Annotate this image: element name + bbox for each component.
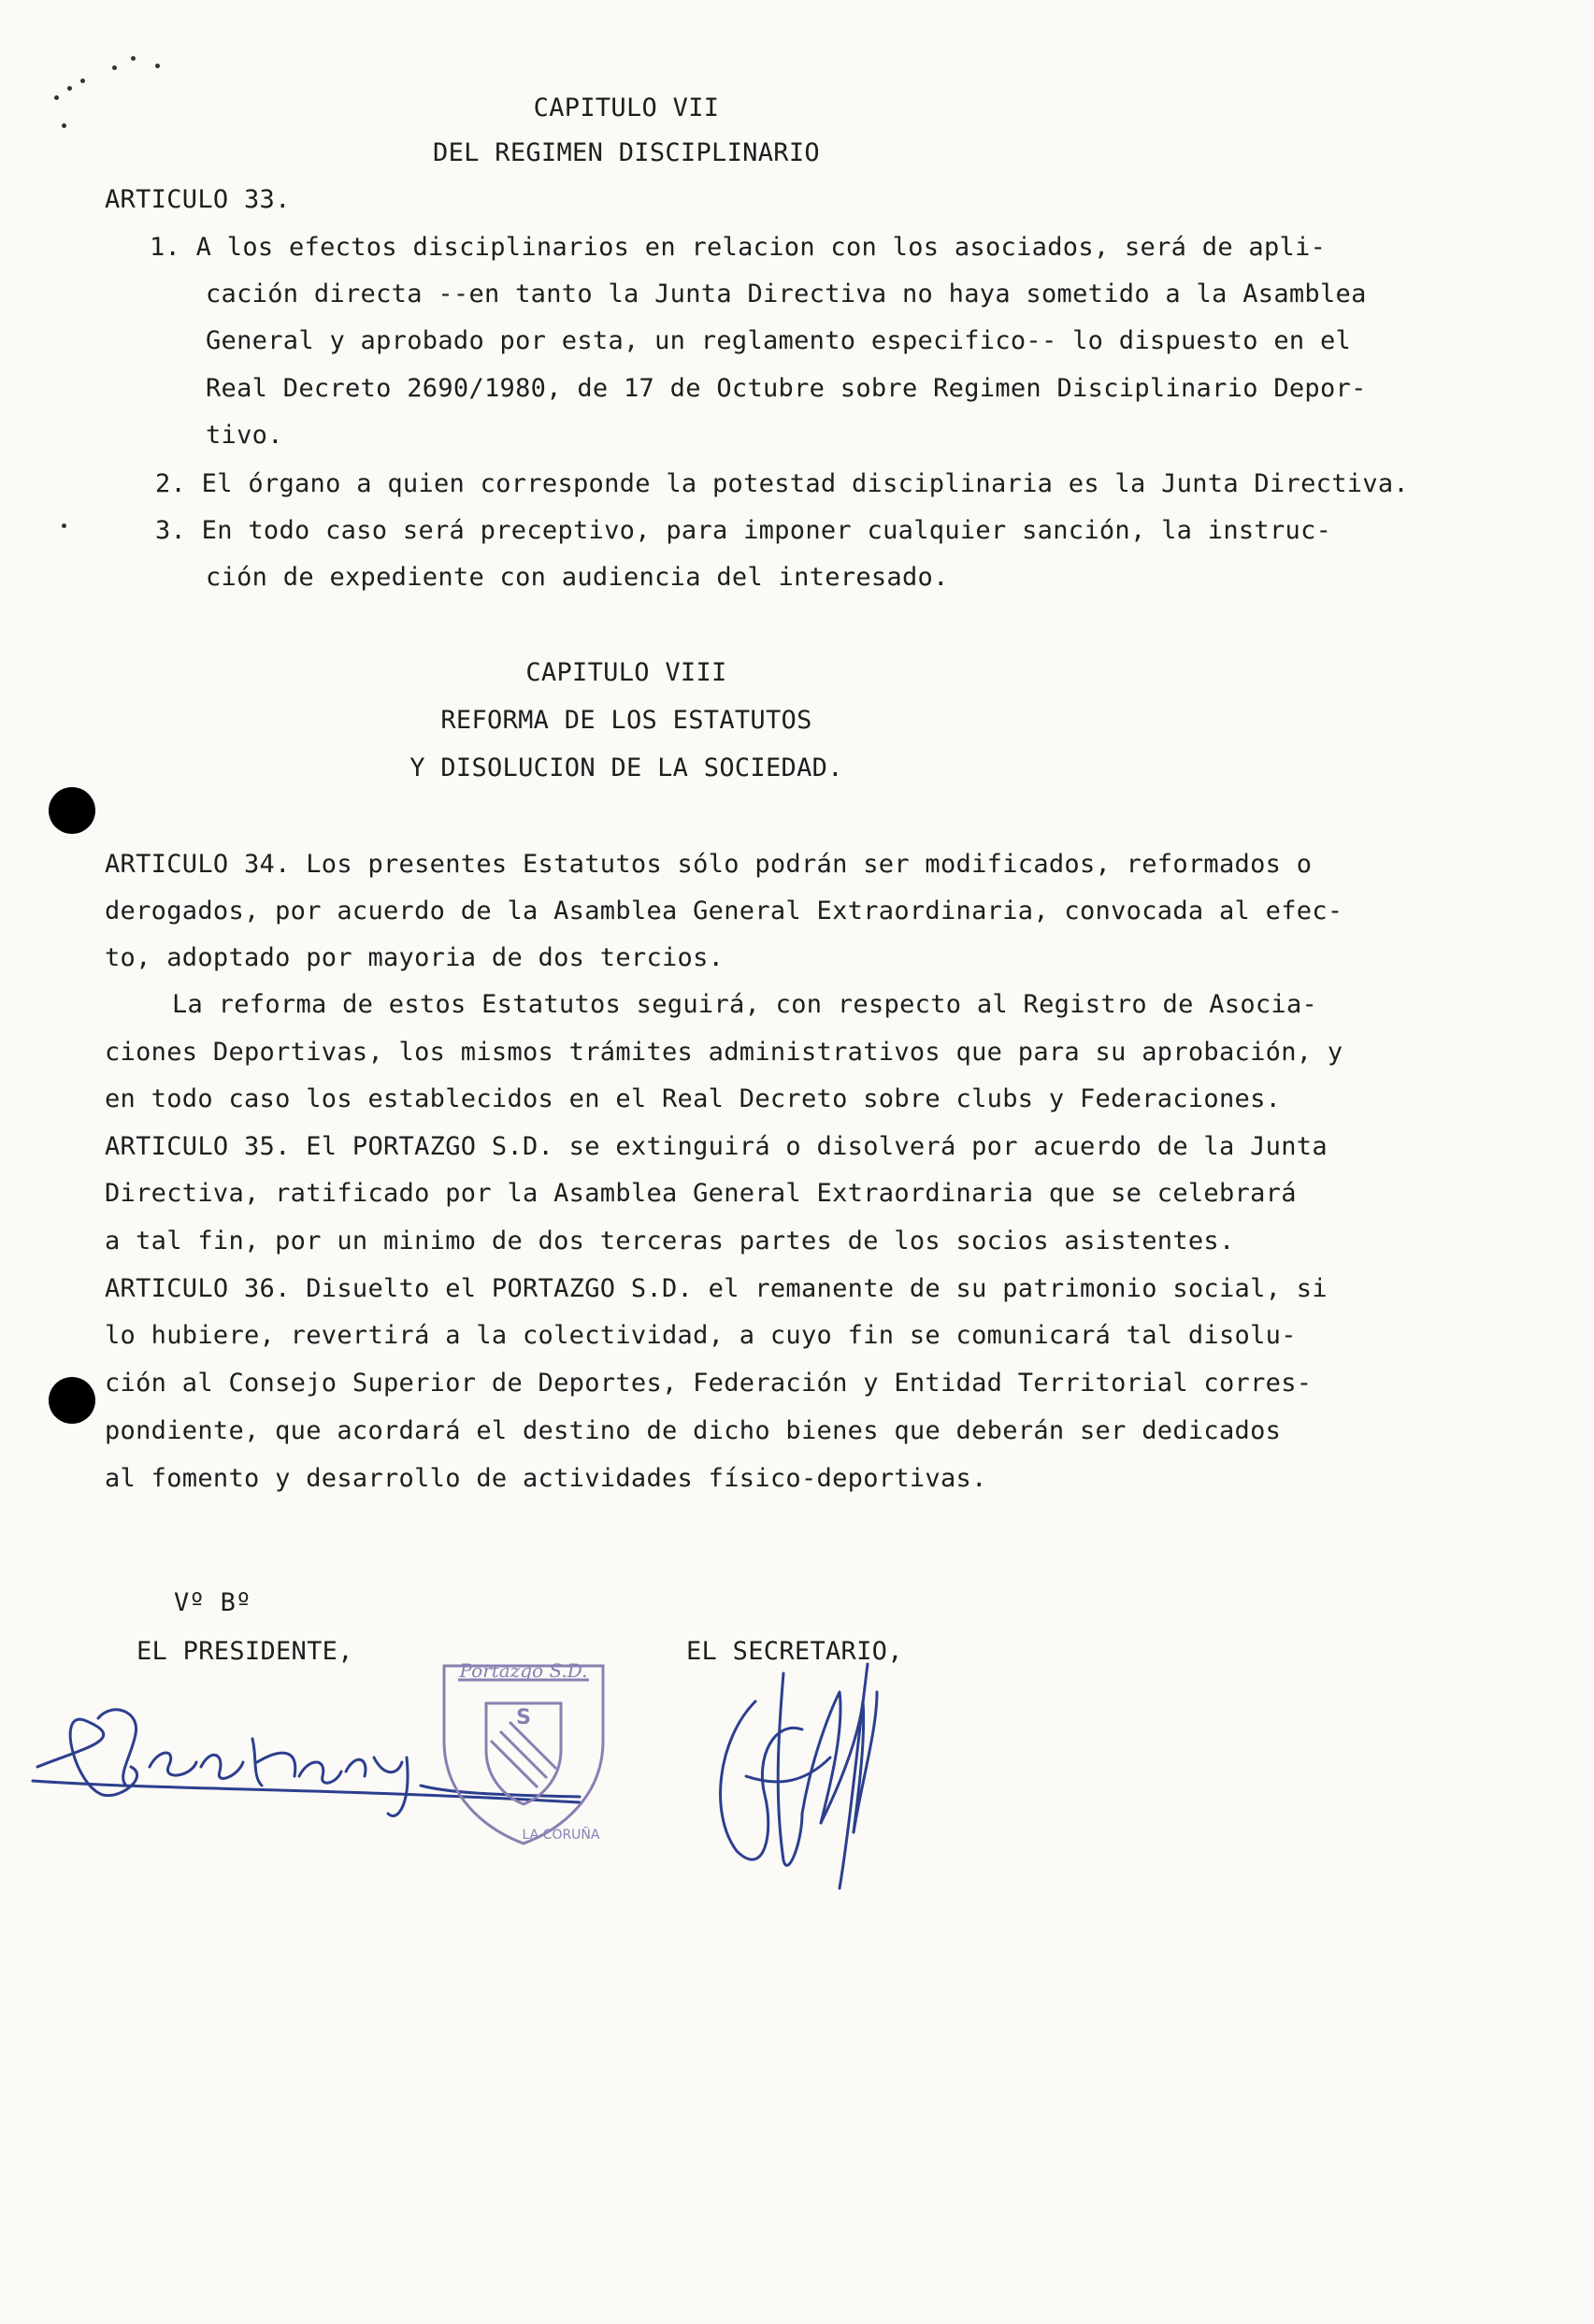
chapter-8-subtitle-1: REFORMA DE LOS ESTATUTOS <box>440 706 812 735</box>
stamp-club-name: Portazgo S.D. <box>459 1659 588 1682</box>
club-stamp <box>430 1647 617 1853</box>
article-34-line-3: to, adoptado por mayoria de dos tercios. <box>105 943 725 972</box>
article-33-item-2: 2. El órgano a quien corresponde la potestad disciplinaria es la Junta Directiva. <box>155 469 1409 498</box>
chapter-7-title: CAPITULO VII <box>533 93 720 122</box>
scan-speck <box>67 86 72 91</box>
article-36-line-1: ARTICULO 36. Disuelto el PORTAZGO S.D. el remanente de su patrimonio social, si <box>105 1274 1328 1303</box>
chapter-8-subtitle-2: Y DISOLUCION DE LA SOCIEDAD. <box>409 753 843 782</box>
punch-hole-bottom <box>49 1377 95 1424</box>
article-35-line-1: ARTICULO 35. El PORTAZGO S.D. se extinguirá o disolverá por acuerdo de la Junta <box>105 1132 1328 1161</box>
article-34-line-2: derogados, por acuerdo de la Asamblea General Extraordinaria, convocada al efec- <box>105 897 1343 925</box>
scan-speck <box>131 56 136 61</box>
secretary-signature <box>699 1645 886 1898</box>
stamp-city: LA CORUÑA <box>522 1828 600 1843</box>
article-33-item-3-line-2: ción de expediente con audiencia del interesado. <box>206 563 949 592</box>
article-36-line-2: lo hubiere, revertirá a la colectividad, a cuyo fin se comunicará tal disolu- <box>105 1321 1297 1350</box>
article-35-line-3: a tal fin, por un minimo de dos terceras partes de los socios asistentes. <box>105 1227 1235 1255</box>
approval-mark: Vº Bº <box>174 1588 251 1617</box>
article-33-item-1-line-1: 1. A los efectos disciplinarios en relacion con los asociados, será de apli- <box>150 233 1327 262</box>
article-36-line-4: pondiente, que acordará el destino de dicho bienes que deberán ser dedicados <box>105 1416 1282 1445</box>
article-34-line-6: en todo caso los establecidos en el Real Decreto sobre clubs y Federaciones. <box>105 1084 1282 1113</box>
article-34-line-4: La reforma de estos Estatutos seguirá, con respecto al Registro de Asocia- <box>172 990 1318 1019</box>
article-36-line-3: ción al Consejo Superior de Deportes, Federación y Entidad Territorial corres- <box>105 1369 1313 1398</box>
scan-speck <box>112 65 117 70</box>
chapter-7-subtitle: DEL REGIMEN DISCIPLINARIO <box>433 138 820 167</box>
article-33-heading: ARTICULO 33. <box>105 185 291 214</box>
svg-text:S: S <box>516 1706 531 1729</box>
punch-hole-top <box>49 787 95 834</box>
article-34-line-1: ARTICULO 34. Los presentes Estatutos sólo podrán ser modificados, reformados o <box>105 850 1313 879</box>
secretary-label: EL SECRETARIO, <box>686 1637 903 1666</box>
article-36-line-5: al fomento y desarrollo de actividades físico-deportivas. <box>105 1464 987 1493</box>
scan-speck <box>155 64 160 68</box>
article-33-item-1-line-2: cación directa --en tanto la Junta Directiva no haya sometido a la Asamblea <box>206 280 1367 308</box>
scan-speck <box>80 79 85 83</box>
scan-speck <box>62 524 66 528</box>
article-34-line-5: ciones Deportivas, los mismos trámites administrativos que para su aprobación, y <box>105 1038 1343 1067</box>
article-33-item-3-line-1: 3. En todo caso será preceptivo, para imponer cualquier sanción, la instruc- <box>155 516 1332 545</box>
article-33-item-1-line-5: tivo. <box>206 421 283 450</box>
article-35-line-2: Directiva, ratificado por la Asamblea General Extraordinaria que se celebrará <box>105 1179 1297 1208</box>
article-33-item-1-line-3: General y aprobado por esta, un reglamento especifico-- lo dispuesto en el <box>206 326 1352 355</box>
article-33-item-1-line-4: Real Decreto 2690/1980, de 17 de Octubre sobre Regimen Disciplinario Depor- <box>206 374 1367 403</box>
president-label: EL PRESIDENTE, <box>136 1637 353 1666</box>
chapter-8-title: CAPITULO VIII <box>525 658 727 687</box>
